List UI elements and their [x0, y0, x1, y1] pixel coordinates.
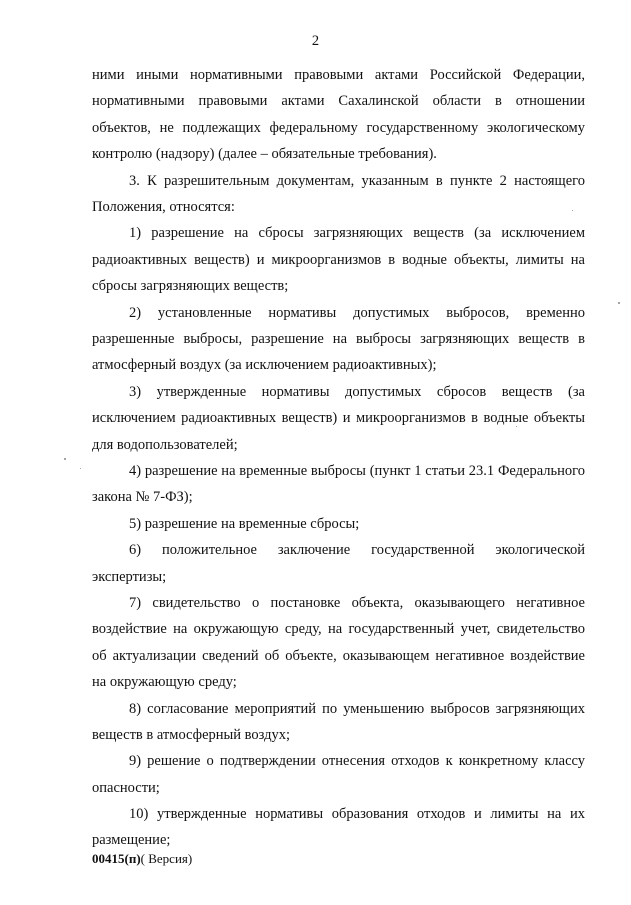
- text-line: закона № 7-ФЗ);: [92, 489, 193, 505]
- footer-version: ( Версия): [140, 851, 193, 866]
- text-line: ними иными нормативными правовыми актами Российской Федерации,: [92, 67, 585, 83]
- text-line: нормативными правовыми актами Сахалинской области в отношении: [92, 93, 585, 109]
- text-line: веществ в атмосферный воздух;: [92, 727, 291, 743]
- text-line: радиоактивных веществ) и микроорганизмов в водные объекты, лимиты на: [92, 252, 585, 268]
- text-line: опасности;: [92, 780, 160, 796]
- text-line: воздействие на окружающую среду, на государственный учет, свидетельство: [92, 621, 585, 637]
- footer-code: 00415(п): [92, 851, 141, 866]
- text-line: 1) разрешение на сбросы загрязняющих веществ (за исключением: [129, 225, 585, 241]
- scan-speck: [64, 458, 66, 460]
- text-line: 8) согласование мероприятий по уменьшению выбросов загрязняющих: [129, 701, 585, 717]
- text-line: на окружающую среду;: [92, 674, 237, 690]
- text-line: сбросы загрязняющих веществ;: [92, 278, 289, 294]
- text-line: объектов, не подлежащих федеральному государственному экологическому: [92, 120, 585, 136]
- scan-speck: [618, 302, 620, 304]
- text-line: для водопользователей;: [92, 437, 238, 453]
- text-line: Положения, относятся:: [92, 199, 235, 215]
- text-line: 6) положительное заключение государственной экологической: [129, 542, 585, 558]
- text-line: 3. К разрешительным документам, указанным в пункте 2 настоящего: [129, 173, 585, 189]
- text-line: 4) разрешение на временные выбросы (пункт 1 статьи 23.1 Федерального: [129, 463, 585, 479]
- text-line: 7) свидетельство о постановке объекта, оказывающего негативное: [129, 595, 585, 611]
- scan-speck: [80, 468, 81, 469]
- text-line: экспертизы;: [92, 569, 167, 585]
- text-line: об актуализации сведений об объекте, оказывающем негативное воздействие: [92, 648, 585, 664]
- text-line: 5) разрешение на временные сбросы;: [129, 516, 360, 532]
- text-line: разрешенные выбросы, разрешение на выбросы загрязняющих веществ в: [92, 331, 585, 347]
- scan-speck: [516, 426, 517, 427]
- text-line: контролю (надзору) (далее – обязательные требования).: [92, 146, 437, 162]
- text-line: размещение;: [92, 832, 171, 848]
- text-line: 2) установленные нормативы допустимых выбросов, временно: [129, 305, 585, 321]
- text-line: исключением радиоактивных веществ) и микроорганизмов в водные объекты: [92, 410, 585, 426]
- scan-speck: [572, 210, 573, 211]
- footer: [92, 851, 192, 867]
- text-line: 3) утвержденные нормативы допустимых сбросов веществ (за: [129, 384, 585, 400]
- text-line: 10) утвержденные нормативы образования отходов и лимиты на их: [129, 806, 585, 822]
- page-number: 2: [311, 33, 320, 49]
- text-line: атмосферный воздух (за исключением радиоактивных);: [92, 357, 437, 373]
- text-line: 9) решение о подтверждении отнесения отходов к конкретному классу: [129, 753, 585, 769]
